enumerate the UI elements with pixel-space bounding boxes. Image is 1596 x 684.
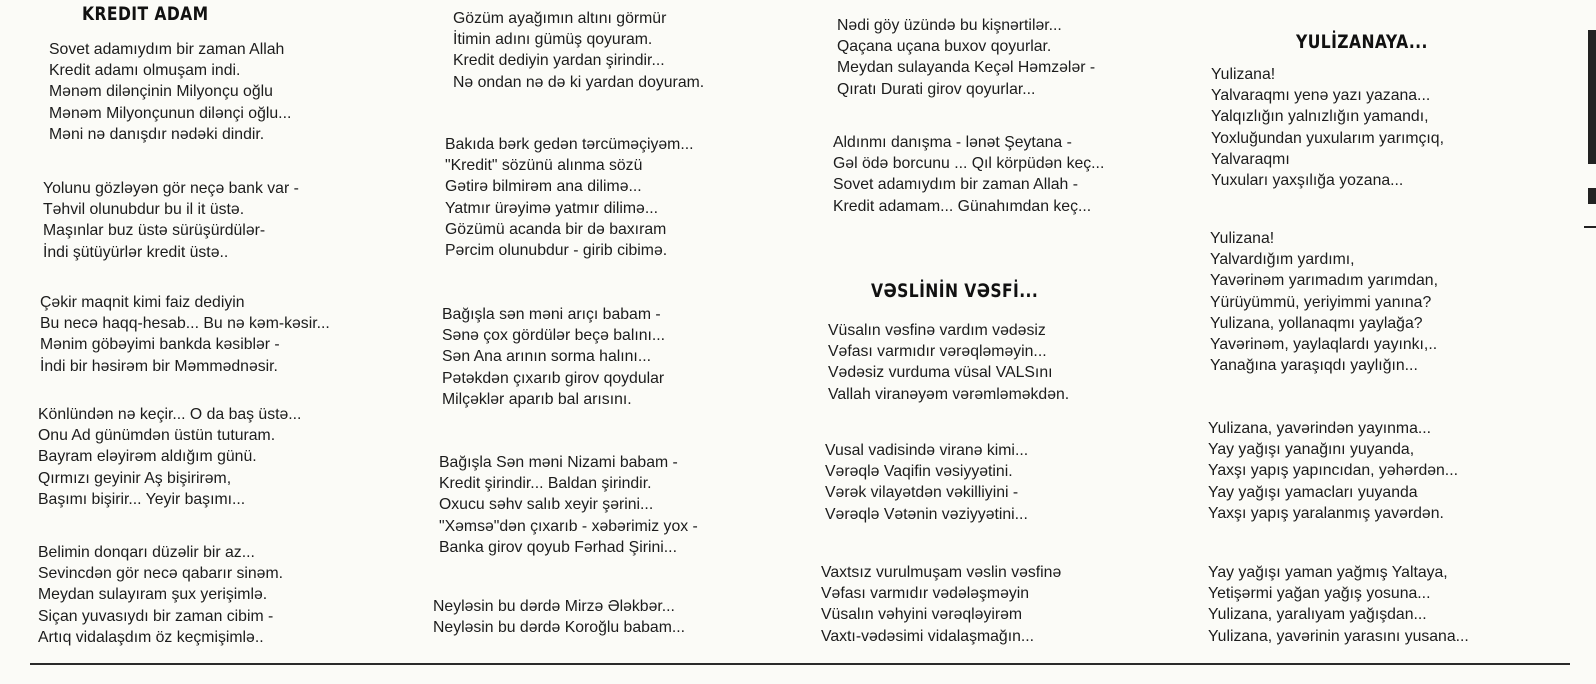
poem-line: Mənəm dilənçinin Milyonçu oğlu	[49, 83, 273, 101]
poem-title-kredit-adam: KREDIT ADAM	[82, 3, 209, 25]
poem-line: Bağışla Sən məni Nizami babam -	[439, 454, 678, 471]
poem-line: Yulizana, yavərindən yayınma...	[1208, 420, 1432, 437]
stanza	[818, 562, 1061, 647]
poem-line: Vallah viranəyəm vərəmləməkdən.	[828, 385, 1070, 403]
column-1	[38, 0, 418, 670]
poem-line: Yay yağışı yamacları yuyanda	[1208, 483, 1418, 501]
stanza	[38, 292, 330, 377]
poem-line: Məni nə danışdır nədəki dindir.	[49, 125, 265, 143]
stanza	[1198, 228, 1438, 376]
stanza	[1198, 64, 1444, 191]
poem-line: Onu Ad günümdən üstün tuturam.	[38, 427, 276, 445]
poem-line: Yulizana, yollanaqmı yaylağa?	[1210, 314, 1423, 332]
poem-line: Yulizana, yaralıyam yağışdan...	[1208, 606, 1427, 624]
poem-line: Yalvardığım yardımı,	[1210, 251, 1355, 269]
poem-line: Nədi göy üzündə bu kişnərtilər...	[837, 17, 1062, 34]
poem-line: Sovet adamıydım bir zaman Allah -	[833, 176, 1078, 194]
poem-line: Yürüyümmü, yeriyimmi yanına?	[1210, 293, 1432, 311]
poem-line: Vüsalın vəsfinə vardım vədəsiz	[828, 322, 1046, 339]
poem-line: Meydan sulayanda Keçəl Həmzələr -	[837, 59, 1096, 77]
poem-line: Banka girov qoyub Fərhad Şirini...	[439, 538, 677, 556]
poem-line: İndi şütüyürlər kredit üstə..	[43, 243, 229, 261]
poem-line: Yuxuları yaxşılığa yozana...	[1211, 172, 1404, 190]
column-3	[818, 0, 1178, 670]
stanza	[818, 15, 1095, 100]
poem-line: Yulizana!	[1210, 230, 1275, 247]
poem-line: "Kredit" sözünü alınma sözü	[445, 157, 643, 175]
poem-line: Vərəqlə Vətənin vəziyyətini...	[825, 505, 1028, 523]
poem-line: Bayram eləyirəm aldığım günü.	[38, 448, 257, 466]
poem-line: İtimin adını gümüş qoyuram.	[453, 31, 653, 49]
poem-line: Vəfası varmıdır vərəqləməyin...	[828, 343, 1047, 361]
poem-line: Sənə çox gördülər beçə balını...	[442, 327, 666, 345]
poem-line: Yay yağışı yaman yağmış Yaltaya,	[1208, 564, 1448, 581]
poem-title-veslinin-vesfi: VƏSLİNİN VƏSFİ...	[871, 280, 1039, 302]
poem-line: Yalqızlığın yalnızlığın yamandı,	[1211, 108, 1429, 126]
stanza	[433, 134, 694, 261]
poem-line: Təhvil olunubdur bu il it üstə.	[43, 201, 245, 219]
poem-line: Pərcim olunubdur - girib cibimə.	[445, 242, 668, 260]
poem-line: Bağışla sən məni arıçı babam -	[442, 306, 661, 323]
poem-line: Kredit dediyin yardan şirindir...	[453, 52, 665, 70]
poem-line: Qıratı Durati girov qoyurlar...	[837, 80, 1036, 98]
poem-line: "Xəmsə"dən çıxarıb - xəbərimiz yox -	[439, 517, 698, 535]
stanza	[433, 304, 665, 410]
stanza	[818, 440, 1028, 525]
poem-line: Vüsalın vəhyini vərəqləyirəm	[821, 606, 1023, 624]
column-2	[433, 0, 803, 670]
poem-line: Çəkir maqnit kimi faiz dediyin	[40, 294, 245, 311]
poem-line: Milçəklər aparıb bal arısını.	[442, 390, 632, 408]
poem-line: Qaçana uçana buxov qoyurlar.	[837, 38, 1052, 56]
poem-line: Mənəm Milyonçunun dilənçi oğlu...	[49, 104, 292, 122]
poem-line: Neyləsin bu dərdə Mirzə Ələkbər...	[433, 598, 675, 615]
stanza	[433, 596, 685, 638]
poem-line: Yoxluğundan yuxularım yarımçıq,	[1211, 129, 1444, 147]
bottom-rule	[30, 663, 1570, 665]
poem-line: Siçan yuvasıydı bir zaman cibim -	[38, 607, 274, 625]
poem-line: Başımı bişirir... Yeyir başımı...	[38, 490, 246, 508]
poem-line: İndi bir həsirəm bir Məmmədnəsir.	[40, 357, 278, 375]
poem-line: Yulizana, yavərinin yarasını yusana...	[1208, 627, 1469, 645]
poem-line: Qırmızı geyinir Aş bişirirəm,	[38, 469, 232, 487]
poem-line: Yatmır ürəyimə yatmır dilimə...	[445, 199, 659, 217]
poem-line: Vərək vilayətdən vəkilliyini -	[825, 484, 1019, 502]
poem-line: Pətəkdən çıxarıb girov qoydular	[442, 369, 665, 387]
poem-line: Belimin donqarı düzəlir bir az...	[38, 544, 255, 561]
poem-line: Könlündən nə keçir... O da baş üstə...	[38, 406, 302, 423]
stanza	[38, 542, 283, 648]
stanza	[818, 320, 1069, 405]
poem-line: Neyləsin bu dərdə Koroğlu babam...	[433, 619, 686, 637]
poem-line: Maşınlar buz üstə sürüşürdülər-	[43, 222, 266, 240]
edge-mark-top	[1588, 30, 1596, 164]
stanza	[38, 404, 301, 510]
poem-line: Yanağına yaraşıqdı yaylığın...	[1210, 357, 1418, 375]
poem-line: Vusal vadisində viranə kimi...	[825, 442, 1029, 459]
stanza	[38, 39, 291, 145]
poem-line: Gözümü acanda bir də baxıram	[445, 220, 667, 238]
poem-line: Sevincdən gör necə qabarır sinəm.	[38, 565, 283, 583]
poem-line: Yetişərmi yağan yağış yosuna...	[1208, 585, 1431, 603]
poem-line: Yulizana!	[1211, 66, 1276, 83]
poem-line: Yaxşı yapış yapıncıdan, yəhərdən...	[1208, 462, 1458, 480]
poem-line: Vaxtı-vədəsimi vidalaşmağın...	[821, 627, 1035, 645]
poem-line: Vəfası varmıdır vədələşməyin	[821, 585, 1030, 603]
stanza	[1198, 562, 1469, 647]
stanza	[433, 452, 698, 558]
stanza	[433, 8, 704, 93]
stanza	[38, 178, 299, 263]
poem-line: Bakıda bərk gedən tərcüməçiyəm...	[445, 136, 694, 153]
poem-line: Meydan sulayıram şux yerişimlə.	[38, 586, 268, 604]
poem-line: Bu necə haqq-hesab... Bu nə kəm-kəsir...	[40, 315, 330, 333]
poem-line: Nə ondan nə də ki yardan doyuram.	[453, 73, 705, 91]
poem-line: Gətirə bilmirəm ana dilimə...	[445, 178, 642, 196]
poem-line: Oxucu səhv salıb xeyir şərini...	[439, 496, 654, 514]
poem-line: Artıq vidalaşdım öz keçmişimlə..	[38, 628, 264, 646]
poem-line: Kredit adamı olmuşam indi.	[49, 62, 241, 80]
poem-line: Vədəsiz vurduma vüsal VALSını	[828, 364, 1053, 382]
poem-line: Sovet adamıydım bir zaman Allah	[49, 41, 285, 58]
poem-line: Mənim göbəyimi bankda kəsiblər -	[40, 336, 280, 354]
stanza	[818, 132, 1104, 217]
poem-line: Sən Ana arının sorma halını...	[442, 348, 651, 366]
poem-line: Gözüm ayağımın altını görmür	[453, 10, 667, 27]
poem-line: Yavərinəm, yaylaqlardı yayınkı,..	[1210, 336, 1438, 354]
poem-line: Yolunu gözləyən gör neçə bank var -	[43, 180, 299, 197]
poem-line: Gəl ödə borcunu ... Qıl körpüdən keç...	[833, 155, 1105, 173]
poem-line: Aldınmı danışma - lənət Şeytana -	[833, 134, 1072, 151]
poem-title-yulizanaya: YULİZANAYA...	[1296, 31, 1428, 53]
poem-line: Kredit adamam... Günahımdan keç...	[833, 197, 1092, 215]
poem-line: Yalvaraqmı	[1211, 150, 1290, 168]
edge-mark-small	[1588, 188, 1596, 204]
poem-line: Kredit şirindir... Baldan şirindir.	[439, 475, 652, 493]
poem-line: Yay yağışı yanağını yuyanda,	[1208, 441, 1415, 459]
edge-mark-line	[1584, 226, 1596, 228]
poem-line: Vərəqlə Vaqifin vəsiyyətini.	[825, 463, 1013, 481]
poem-line: Yavərinəm yarımadım yarımdan,	[1210, 272, 1438, 290]
stanza	[1198, 418, 1458, 524]
column-4	[1198, 0, 1538, 670]
poem-line: Vaxtsız vurulmuşam vəslin vəsfinə	[821, 564, 1062, 581]
poem-line: Yaxşı yapış yaralanmış yavərdən.	[1208, 504, 1444, 522]
poem-line: Yalvaraqmı yenə yazı yazana...	[1211, 87, 1431, 105]
